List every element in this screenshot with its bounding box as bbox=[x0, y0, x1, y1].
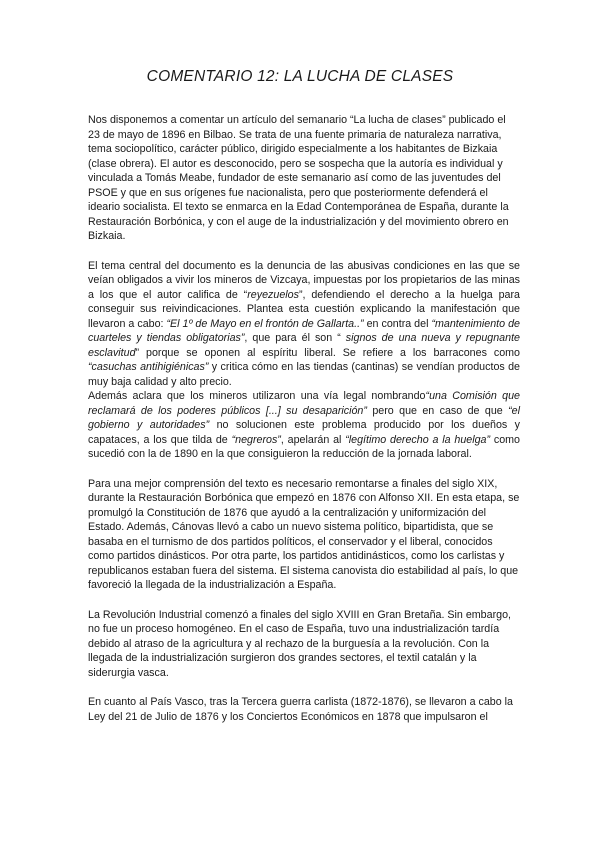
text-run: en contra del bbox=[363, 317, 432, 330]
text-run: pero que en caso de que bbox=[366, 404, 509, 417]
paragraph-central-theme bbox=[88, 259, 520, 390]
text-run: ”, defendiendo el derecho a la huelga para conseguir sus reivindicaciones. Plantea esta cuestión explicando la manifestación que llevaron a cabo: bbox=[88, 288, 520, 330]
paragraph-context-restoration: Para una mejor comprensión del texto es necesario remontarse a finales del siglo XIX, durante la Restauración Borbónica que empezó en 1876 con Alfonso XII. En esta etapa, se promulgó la Constitución de 1876 que ayudó a la centralización y uniformización del Estado. Además, Cánovas llevó a cabo un nuevo sistema político, bipartidista, que se basaba en el turnismo de dos partidos políticos, el conservador y el liberal, conocidos como partidos dinásticos. Por otra parte, los partidos antidinásticos, como los carlistas y republicanos estaban fuera del sistema. El sistema canovista dio estabilidad al país, lo que favoreció la llegada de la industrialización a España. bbox=[88, 477, 520, 591]
paragraph-legal-route bbox=[88, 389, 520, 462]
document-body bbox=[88, 113, 520, 739]
text-run: Además aclara que los mineros utilizaron una vía legal nombrando bbox=[88, 390, 426, 402]
quote-run: “el gobierno y autoridades” bbox=[88, 404, 520, 431]
quote-run: “casuchas antihigiénicas” bbox=[88, 361, 209, 373]
quote-run: signos de una nueva y repugnante esclavitud bbox=[88, 332, 520, 359]
quote-run: “El 1º de Mayo en el frontón de Gallarta..” bbox=[166, 317, 364, 330]
text-run: , que para él son “ bbox=[244, 332, 346, 344]
text-run: ” porque se oponen al espíritu liberal. Se refiere a los barracones como bbox=[135, 346, 520, 359]
text-run: El tema central del documento es la denuncia de las abusivas condiciones en las que se veían obligados a vivir los mineros de Vizcaya, impuestas por los propietarios de las minas a los que el autor califica de “ bbox=[88, 259, 520, 301]
page-title: COMENTARIO 12: LA LUCHA DE CLASES bbox=[146, 68, 454, 85]
text-run: , apelarán al bbox=[280, 433, 346, 446]
paragraph-basque-country: En cuanto al País Vasco, tras la Tercera guerra carlista (1872-1876), se llevaron a cabo la Ley del 21 de Julio de 1876 y los Conciertos Económicos en 1878 que impulsaron el bbox=[88, 696, 513, 723]
quote-run: “legítimo derecho a la huelga” bbox=[345, 433, 491, 446]
paragraph-introduction: Nos disponemos a comentar un artículo del semanario “La lucha de clases” publicado el 23 de mayo de 1896 en Bilbao. Se trata de una fuente primaria de naturaleza narrativa, tema sociopolítico, carácter público, dirigido especialmente a los habitantes de Bizkaia (clase obrera). El autor es desconocido, pero se sospecha que la autoría es individual y vinculada a Tomás Meabe, fundador de este semanario así como de las juventudes del PSOE y que en sus orígenes fue nacionalista, pero que posteriormente defenderá el ideario socialista. El texto se enmarca en la Edad Contemporánea de España, durante la Restauración Borbónica, y con el auge de la industrialización y del movimiento obrero en Bizkaia. bbox=[88, 114, 509, 242]
quote-run: “una Comisión que reclamará de los poderes públicos [...] su desaparición” bbox=[88, 390, 520, 417]
quote-run: “mantenimiento de cuarteles y tiendas obligatorias” bbox=[88, 317, 520, 344]
text-run: no solucionen este problema producido por los dueños y capataces, a los que tilda de bbox=[88, 419, 520, 446]
text-run: como sucedió con la de 1890 en la que consiguieron la reducción de la jornada laboral. bbox=[88, 433, 521, 460]
text-run: y critica cómo en las tiendas (cantinas) se vendían productos de muy baja calidad y alto precio. bbox=[88, 361, 520, 388]
quote-run: “negreros” bbox=[231, 433, 281, 446]
paragraph-industrial-revolution: La Revolución Industrial comenzó a finales del siglo XVIII en Gran Bretaña. Sin embargo, no fue un proceso homogéneo. En el caso de España, tuvo una industrialización tardía debido al atraso de la agricultura y al rechazo de la burguesía a la revolución. Con la llegada de la industrialización surgieron dos grandes sectores, el textil catalán y la siderurgia vasca. bbox=[88, 608, 511, 679]
quote-run: reyezuelos bbox=[247, 288, 299, 301]
